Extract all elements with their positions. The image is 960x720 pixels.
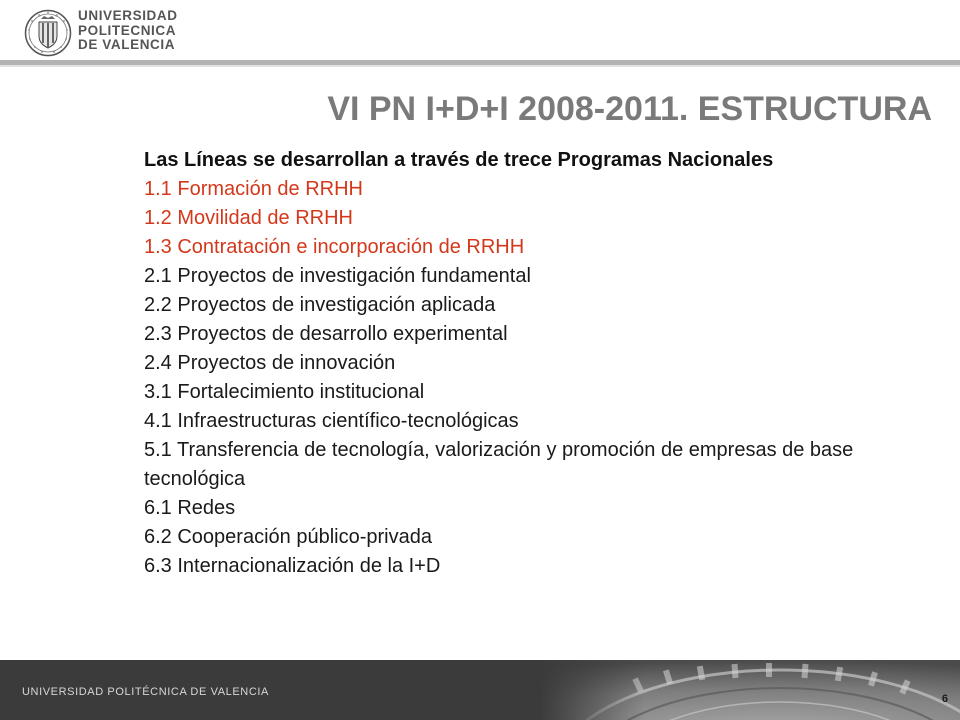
- university-seal-image: [540, 660, 960, 720]
- intro-text: Las Líneas se desarrollan a través de trece Programas Nacionales: [144, 149, 774, 171]
- program-item: 6.1 Redes: [144, 497, 236, 519]
- program-item: 1.2 Movilidad de RRHH: [144, 207, 353, 229]
- header-divider-light: [0, 65, 960, 67]
- university-name-line-2: POLITECNICA: [78, 22, 177, 38]
- program-item: 2.3 Proyectos de desarrollo experimental: [144, 323, 508, 345]
- programs-list: [144, 175, 924, 581]
- program-item: 2.4 Proyectos de innovación: [144, 352, 396, 374]
- program-item: 2.2 Proyectos de investigación aplicada: [144, 294, 496, 316]
- university-name: [78, 9, 178, 53]
- slide-footer: [0, 660, 960, 720]
- program-item: 4.1 Infraestructuras científico-tecnológicas: [144, 410, 519, 432]
- program-item: 6.3 Internacionalización de la I+D: [144, 555, 441, 577]
- program-item: 3.1 Fortalecimiento institucional: [144, 381, 425, 403]
- university-logo: [24, 8, 72, 58]
- slide-body: [144, 146, 924, 581]
- program-item: 1.3 Contratación e incorporación de RRHH: [144, 236, 525, 258]
- program-item: 1.1 Formación de RRHH: [144, 178, 363, 200]
- program-item: 2.1 Proyectos de investigación fundamental: [144, 265, 531, 287]
- slide-header: [0, 0, 960, 62]
- program-item: 6.2 Cooperación público-privada: [144, 526, 432, 548]
- university-name-line-3: DE VALENCIA: [78, 37, 176, 52]
- slide-title: VI PN I+D+I 2008-2011. ESTRUCTURA: [327, 90, 932, 128]
- page-number: 6: [941, 693, 948, 705]
- university-name-line-1: UNIVERSIDAD: [78, 8, 178, 23]
- footer-university-label: UNIVERSIDAD POLITÉCNICA DE VALENCIA: [22, 686, 269, 698]
- program-item: 5.1 Transferencia de tecnología, valorización y promoción de empresas de base tecnológica: [144, 439, 854, 490]
